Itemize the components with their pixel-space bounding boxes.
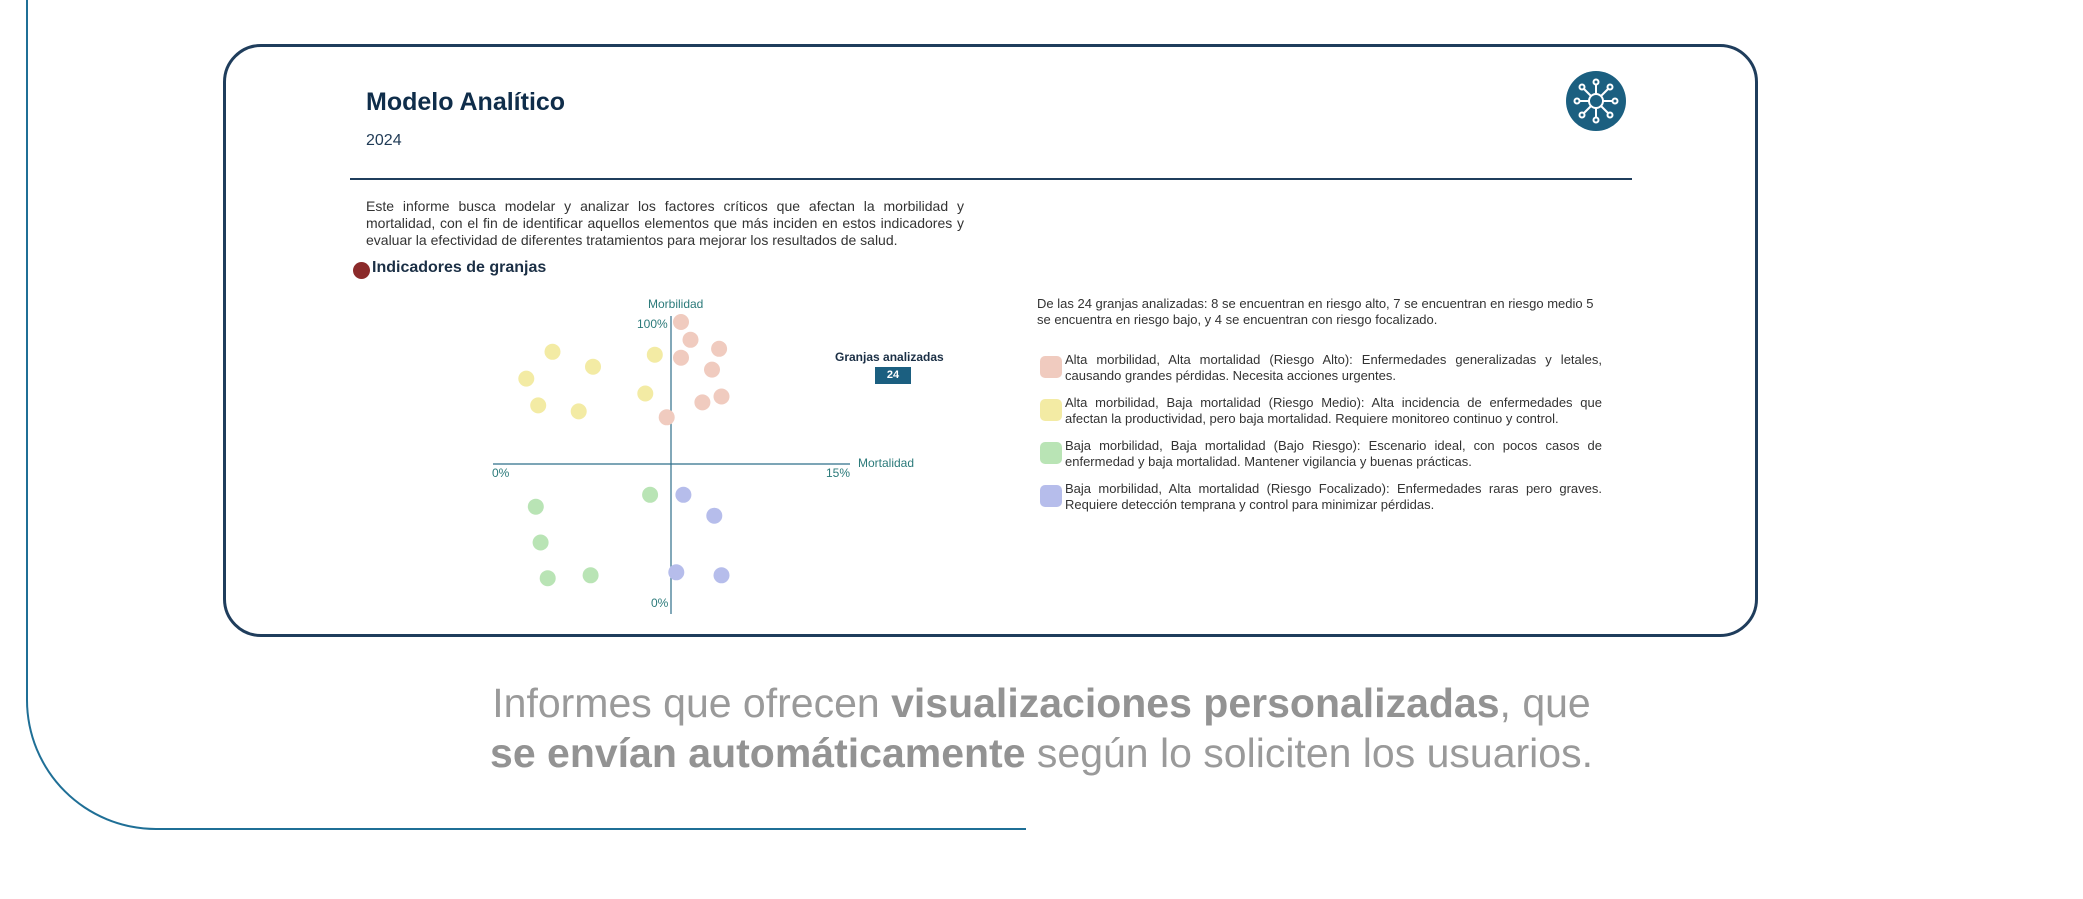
caption-emphasis: se envían automáticamente xyxy=(490,730,1026,776)
point-bajo-riesgo-1 xyxy=(528,499,544,515)
legend-item-medium-risk xyxy=(1040,395,1602,438)
point-riesgo-alto-7 xyxy=(659,409,675,425)
point-riesgo-focalizado-0 xyxy=(675,487,691,503)
legend-text: Alta morbilidad, Alta mortalidad (Riesgo Alto): Enfermedades generalizadas y letales, causando grandes pérdidas. Necesita acciones urgentes. xyxy=(1065,352,1602,383)
point-riesgo-medio-0 xyxy=(545,344,561,360)
point-riesgo-medio-6 xyxy=(571,403,587,419)
point-riesgo-alto-0 xyxy=(673,314,689,330)
kpi-value-badge: 24 xyxy=(875,367,911,384)
x-max-label: 15% xyxy=(826,466,851,480)
legend xyxy=(1040,352,1602,524)
caption-line-2 xyxy=(0,730,2083,777)
report-year: 2024 xyxy=(366,132,402,149)
kpi-label: Granjas analizadas xyxy=(835,350,944,364)
point-riesgo-alto-4 xyxy=(704,362,720,378)
point-riesgo-focalizado-1 xyxy=(706,508,722,524)
data-points xyxy=(518,314,729,586)
point-riesgo-alto-2 xyxy=(711,341,727,357)
y-axis-title: Morbilidad xyxy=(648,297,704,311)
point-riesgo-medio-5 xyxy=(530,397,546,413)
report-intro: Este informe busca modelar y analizar los factores críticos que afectan la morbilidad y mortalidad, con el fin de identificar aquellos elementos que más inciden en estos indicadores y evaluar la efectividad de diferentes tratamientos para mejorar los resultados de salud. xyxy=(366,198,964,248)
report-title: Modelo Analítico xyxy=(366,88,566,116)
point-riesgo-focalizado-2 xyxy=(668,564,684,580)
point-riesgo-alto-5 xyxy=(714,389,730,405)
caption-text: Informes que ofrecen xyxy=(492,680,892,726)
point-bajo-riesgo-2 xyxy=(533,535,549,551)
caption-text: , que xyxy=(1499,680,1591,726)
caption-text: según lo soliciten los usuarios. xyxy=(1025,730,1593,776)
point-riesgo-medio-2 xyxy=(585,359,601,375)
legend-text: Baja morbilidad, Baja mortalidad (Bajo Riesgo): Escenario ideal, con pocos casos de enfermedad y baja mortalidad. Mantener vigilancia y buenas prácticas. xyxy=(1065,438,1602,469)
legend-text: Alta morbilidad, Baja mortalidad (Riesgo Medio): Alta incidencia de enfermedades que afectan la productividad, pero baja mortalidad. Requiere monitoreo continuo y control. xyxy=(1065,395,1602,426)
point-bajo-riesgo-0 xyxy=(642,487,658,503)
point-riesgo-alto-1 xyxy=(683,332,699,348)
point-riesgo-alto-3 xyxy=(673,350,689,366)
legend-item-low-risk xyxy=(1040,438,1602,481)
legend-item-focal-risk xyxy=(1040,481,1602,524)
legend-item-high-risk xyxy=(1040,352,1602,395)
legend-swatch xyxy=(1040,485,1062,507)
point-riesgo-medio-4 xyxy=(637,386,653,402)
legend-swatch xyxy=(1040,399,1062,421)
caption-line-1 xyxy=(0,680,2083,727)
point-riesgo-medio-3 xyxy=(518,371,534,387)
section-title: Indicadores de granjas xyxy=(372,259,547,276)
x-min-label: 0% xyxy=(492,466,510,480)
legend-text: Baja morbilidad, Alta mortalidad (Riesgo Focalizado): Enfermedades raras pero graves. Requiere detección temprana y control para minimizar pérdidas. xyxy=(1065,481,1602,512)
point-bajo-riesgo-3 xyxy=(540,570,556,586)
legend-swatch xyxy=(1040,442,1062,464)
x-axis-title: Mortalidad xyxy=(858,456,915,470)
point-riesgo-alto-6 xyxy=(694,394,710,410)
summary-text: De las 24 granjas analizadas: 8 se encuentran en riesgo alto, 7 se encuentran en riesgo medio 5 se encuentra en riesgo bajo, y 4 se encuentran con riesgo focalizado. xyxy=(1037,296,1594,327)
caption-emphasis: visualizaciones personalizadas xyxy=(891,680,1500,726)
point-bajo-riesgo-4 xyxy=(583,567,599,583)
point-riesgo-focalizado-3 xyxy=(714,567,730,583)
y-min-label: 0% xyxy=(651,596,669,610)
y-max-label: 100% xyxy=(637,317,668,331)
legend-swatch xyxy=(1040,356,1062,378)
point-riesgo-medio-1 xyxy=(647,347,663,363)
